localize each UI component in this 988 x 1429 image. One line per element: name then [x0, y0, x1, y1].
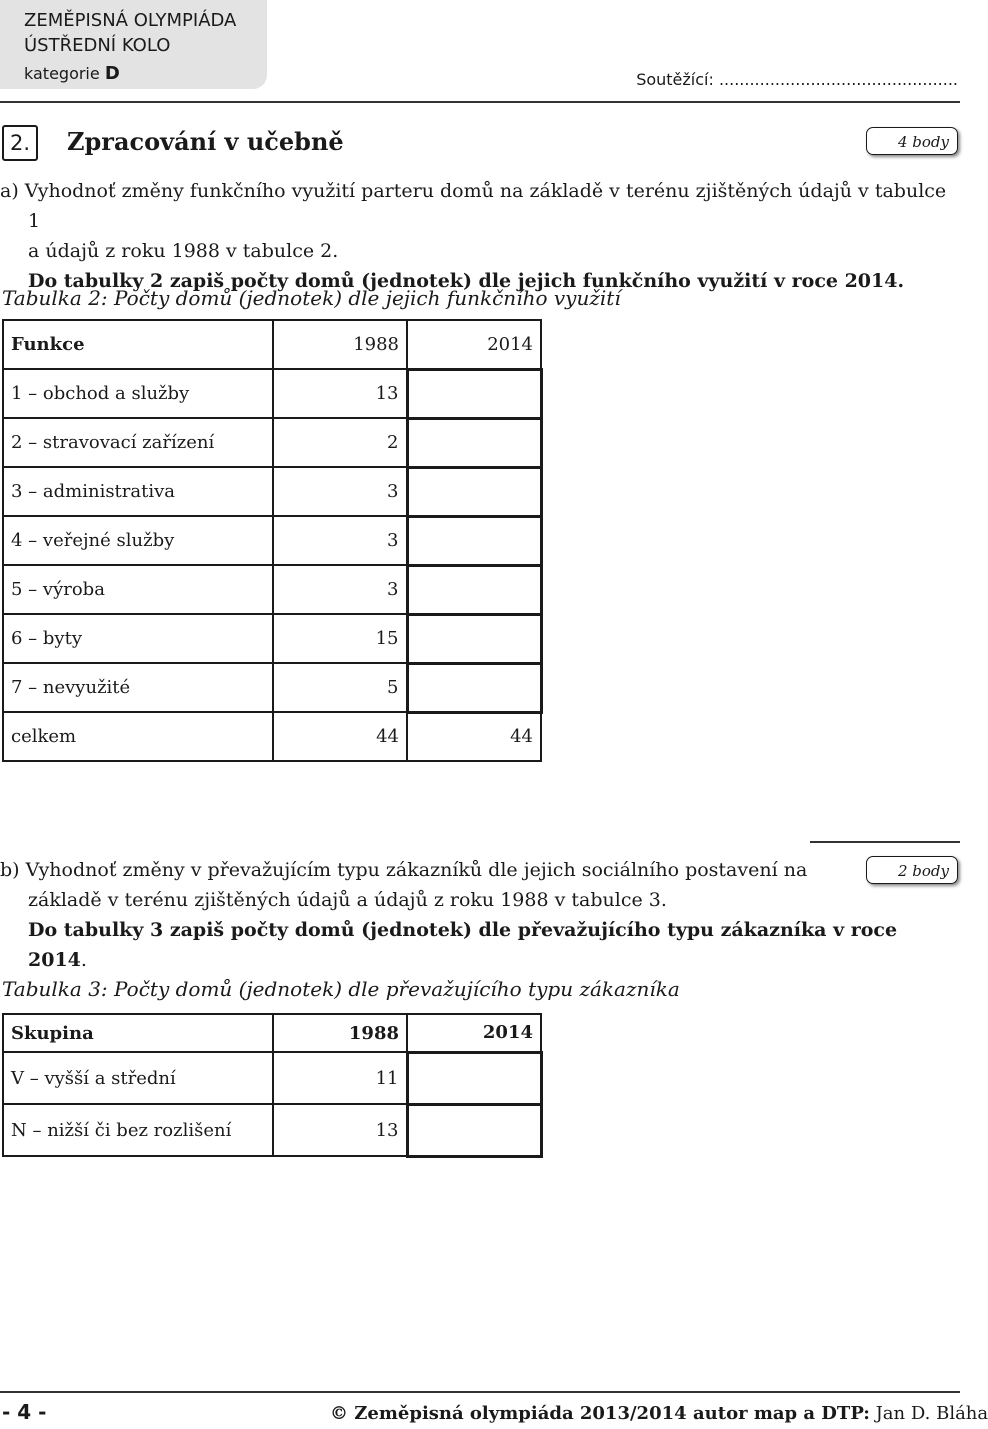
answer-cell-2014[interactable]: [407, 516, 541, 565]
table-cell-function: 1 – obchod a služby: [3, 369, 273, 418]
table-cell-total-label: celkem: [3, 712, 273, 761]
part-b-points-badge: 2 body: [866, 856, 958, 884]
part-b-rule: [810, 841, 960, 843]
table-cell-total-1988: 44: [273, 712, 407, 761]
table-2-header-function: Funkce: [3, 320, 273, 369]
answer-cell-2014[interactable]: [407, 467, 541, 516]
answer-cell-2014[interactable]: [407, 614, 541, 663]
credit-label: autor map a DTP:: [693, 1403, 870, 1424]
table-cell-function: 7 – nevyužité: [3, 663, 273, 712]
table-2-header-2014: 2014: [407, 320, 541, 369]
answer-cell-2014[interactable]: [407, 418, 541, 467]
table-row: [3, 516, 541, 565]
answer-cell-2014[interactable]: [407, 1052, 541, 1104]
competition-category: [24, 63, 120, 84]
table-cell-1988: 3: [273, 565, 407, 614]
part-b-instructions: [0, 855, 850, 915]
table-cell-1988: 3: [273, 516, 407, 565]
table-cell-1988: 11: [273, 1052, 407, 1104]
table-cell-1988: 15: [273, 614, 407, 663]
table-2-header-row: [3, 320, 541, 369]
part-a-line-3: Do tabulky 2 zapiš počty domů (jednotek) dle jejich funkčního využití v roce 2014.: [28, 270, 905, 292]
table-row: [3, 663, 541, 712]
table-row: [3, 614, 541, 663]
credit-name: Jan D. Bláha: [875, 1403, 988, 1424]
table-3-header-2014: 2014: [407, 1014, 541, 1052]
footer-rule: [0, 1391, 960, 1393]
part-a-line-2: a údajů z roku 1988 v tabulce 2.: [28, 240, 339, 262]
table-cell-1988: 3: [273, 467, 407, 516]
part-b-line-2: základě v terénu zjištěných údajů a údajů z roku 1988 v tabulce 3.: [28, 889, 667, 911]
table-2-caption: Tabulka 2: Počty domů (jednotek) dle jejich funkčního využití: [2, 286, 621, 310]
table-cell-group: N – nižší či bez rozlišení: [3, 1104, 273, 1156]
table-row: [3, 565, 541, 614]
answer-cell-2014[interactable]: [407, 663, 541, 712]
table-cell-function: 6 – byty: [3, 614, 273, 663]
part-b-line-3-end: .: [80, 949, 87, 971]
answer-cell-2014[interactable]: [407, 565, 541, 614]
competition-round: ÚSTŘEDNÍ KOLO: [24, 35, 171, 56]
table-row: [3, 369, 541, 418]
part-a-instructions: [0, 176, 958, 296]
part-a-line-1: a) Vyhodnoť změny funkčního využití parteru domů na základě v terénu zjištěných údajů v tabulce 1: [0, 180, 947, 232]
table-2-header-1988: 1988: [273, 320, 407, 369]
table-3-header-1988: 1988: [273, 1014, 407, 1052]
footer-copyright: © Zeměpisná olympiáda 2013/2014: [330, 1403, 687, 1424]
answer-cell-2014[interactable]: [407, 369, 541, 418]
table-row: [3, 467, 541, 516]
table-3-header-row: [3, 1014, 541, 1052]
category-label: kategorie: [24, 64, 100, 83]
table-cell-group: V – vyšší a střední: [3, 1052, 273, 1104]
table-cell-1988: 13: [273, 369, 407, 418]
table-cell-function: 2 – stravovací zařízení: [3, 418, 273, 467]
table-cell-function: 5 – výroba: [3, 565, 273, 614]
table-row: [3, 1052, 541, 1104]
task-number: 2.: [2, 125, 38, 161]
table-cell-1988: 5: [273, 663, 407, 712]
part-b-line-1: b) Vyhodnoť změny v převažujícím typu zákazníků dle jejich sociálního postavení na: [0, 859, 808, 881]
table-row: [3, 1104, 541, 1156]
task-title: Zpracování v učebně: [67, 127, 344, 156]
task-points-badge: 4 body: [866, 127, 958, 155]
category-value: D: [104, 63, 120, 84]
header-rule: [0, 101, 960, 103]
table-cell-total-2014: 44: [407, 712, 541, 761]
contestant-field: Soutěžící: ...............................................: [636, 70, 958, 89]
table-row: [3, 418, 541, 467]
competition-name: ZEMĚPISNÁ OLYMPIÁDA: [24, 10, 237, 31]
part-b-line-3: Do tabulky 3 zapiš počty domů (jednotek) dle převažujícího typu zákazníka v roce 2014: [28, 919, 898, 971]
table-3-header-group: Skupina: [3, 1014, 273, 1052]
table-cell-1988: 2: [273, 418, 407, 467]
table-total-row: [3, 712, 541, 761]
page-number: - 4 -: [2, 1400, 47, 1424]
table-cell-function: 4 – veřejné služby: [3, 516, 273, 565]
table-2: [2, 319, 543, 762]
footer-credit: [693, 1403, 988, 1424]
answer-cell-2014[interactable]: [407, 1104, 541, 1156]
part-b-task: [0, 915, 958, 975]
table-cell-function: 3 – administrativa: [3, 467, 273, 516]
table-3-caption: Tabulka 3: Počty domů (jednotek) dle převažujícího typu zákazníka: [2, 977, 680, 1001]
table-cell-1988: 13: [273, 1104, 407, 1156]
table-3: [2, 1013, 543, 1158]
